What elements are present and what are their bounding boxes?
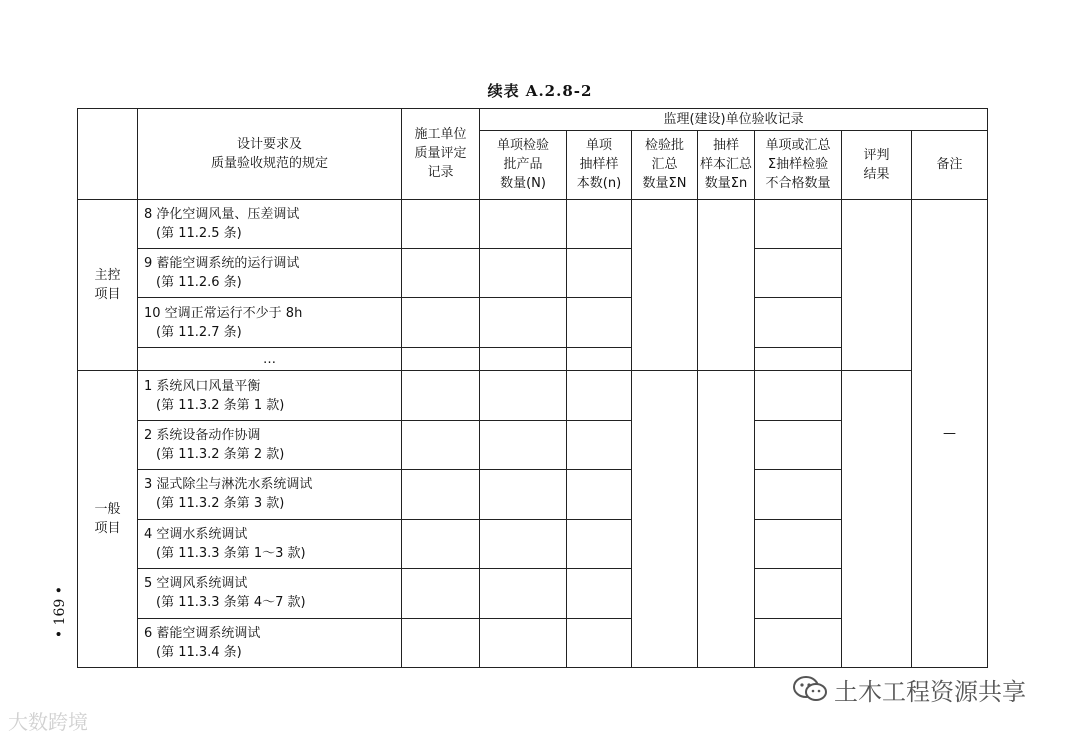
watermark-right <box>792 672 1026 706</box>
acceptance-table <box>77 108 988 668</box>
header-nonconforming-qty: 单项或汇总 Σ抽样检验 不合格数量 <box>755 130 842 199</box>
header-remark: 备注 <box>912 130 988 199</box>
header-judgement: 评判 结果 <box>842 130 912 199</box>
item-cell: 3 湿式除尘与淋洗水系统调试 (第 11.3.2 条第 3 款) <box>138 470 402 519</box>
page-number: • 169 • <box>52 586 68 639</box>
header-single-sample-qty: 单项 抽样样 本数(n) <box>567 130 632 199</box>
batch-total-main <box>632 199 698 371</box>
supervision-header: 监理(建设)单位验收记录 <box>480 109 988 131</box>
item-cell: 10 空调正常运行不少于 8h (第 11.2.7 条) <box>138 298 402 347</box>
item-cell: 4 空调水系统调试 (第 11.3.3 条第 1～3 款) <box>138 519 402 568</box>
wechat-icon <box>792 675 828 703</box>
header-batch-total: 检验批 汇总 数量ΣN <box>632 130 698 199</box>
item-cell: 9 蓄能空调系统的运行调试 (第 11.2.6 条) <box>138 248 402 297</box>
group-main-control: 主控 项目 <box>78 199 138 371</box>
table-row <box>78 371 988 420</box>
remark-cell: — <box>912 199 988 667</box>
ellipsis-cell: … <box>138 347 402 371</box>
judgement-general <box>842 371 912 668</box>
watermark-left: 大数跨境 <box>8 710 88 734</box>
item-cell: 1 系统风口风量平衡 (第 11.3.2 条第 1 款) <box>138 371 402 420</box>
item-cell: 8 净化空调风量、压差调试 (第 11.2.5 条) <box>138 199 402 248</box>
design-requirement-header: 设计要求及 质量验收规范的规定 <box>138 109 402 200</box>
corner-cell <box>78 109 138 200</box>
batch-total-general <box>632 371 698 668</box>
watermark-text: 土木工程资源共享 <box>834 677 1026 706</box>
construction-unit-header: 施工单位 质量评定 记录 <box>402 109 480 200</box>
item-cell: 2 系统设备动作协调 (第 11.3.2 条第 2 款) <box>138 420 402 469</box>
table-caption: 续表 A.2.8-2 <box>487 82 593 100</box>
header-single-batch-qty: 单项检验 批产品 数量(N) <box>480 130 567 199</box>
sample-total-main <box>698 199 755 371</box>
header-sample-total: 抽样 样本汇总 数量Σn <box>698 130 755 199</box>
sample-total-general <box>698 371 755 668</box>
group-general: 一般 项目 <box>78 371 138 668</box>
item-cell: 5 空调风系统调试 (第 11.3.3 条第 4～7 款) <box>138 569 402 618</box>
item-cell: 6 蓄能空调系统调试 (第 11.3.4 条) <box>138 618 402 668</box>
judgement-main <box>842 199 912 371</box>
table-row <box>78 199 988 248</box>
